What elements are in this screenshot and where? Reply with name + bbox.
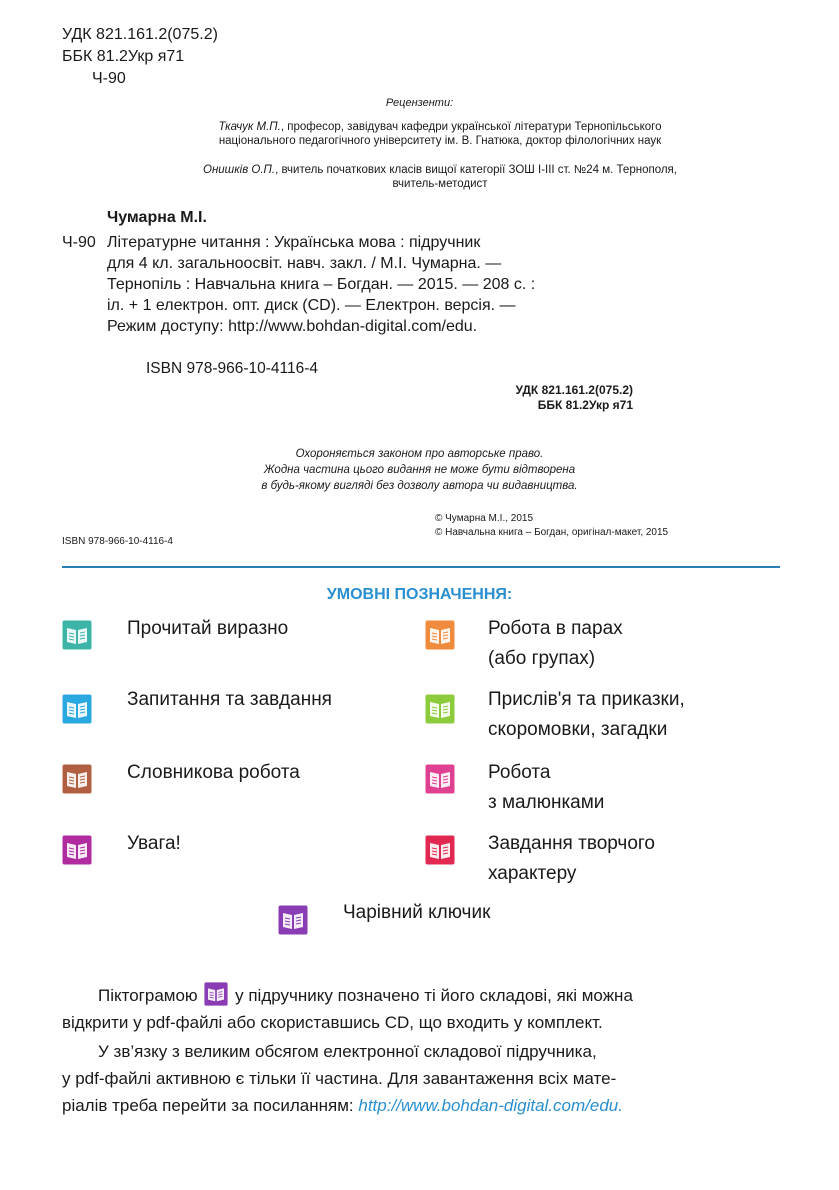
magic-key-icon xyxy=(278,905,308,935)
legend-label-line: Увага! xyxy=(127,833,181,854)
legend-label-line: з малюнками xyxy=(488,792,605,813)
bbk-right: ББК 81.2Укр я71 xyxy=(537,398,633,412)
legend-label-line: Робота xyxy=(488,762,551,783)
copyright-note xyxy=(0,446,839,494)
legend-item-label xyxy=(488,685,685,745)
biblio-line: для 4 кл. загальноосвіт. навч. закл. / М.І. Чумарна. — xyxy=(107,255,502,272)
note-paragraph-2 xyxy=(62,1038,782,1119)
open-book-icon xyxy=(62,620,92,650)
footer-isbn: ISBN 978-966-10-4116-4 xyxy=(62,536,173,547)
reviewer-1-line1: , професор, завідувач кафедри української літератури Тернопільського xyxy=(280,121,662,133)
copyright-author: © Чумарна М.І., 2015 xyxy=(435,513,534,524)
legend-label-line: характеру xyxy=(488,863,577,884)
copyright-holders xyxy=(435,512,668,540)
magic-key-icon xyxy=(204,982,228,1006)
copyright-line: Охороняється законом про авторське право. xyxy=(295,448,544,460)
question-book-icon xyxy=(62,694,92,724)
note-text: ріалів треба перейти за посиланням: xyxy=(62,1096,359,1115)
biblio-line: Режим доступу: http://www.bohdan-digital.com/edu. xyxy=(107,318,478,335)
reviewer-2-name: Онишків О.П. xyxy=(203,164,276,176)
note-line xyxy=(62,1092,782,1119)
copyright-line: в будь-якому вигляді без дозволу автора чи видавництва. xyxy=(261,480,578,492)
note-text: у підручнику позначено ті його складові, які можна xyxy=(230,986,633,1005)
reviewer-2-line2: вчитель-методист xyxy=(392,178,488,190)
copyright-publisher: © Навчальна книга – Богдан, оригінал-макет, 2015 xyxy=(435,527,669,538)
udk-right-block xyxy=(516,383,633,413)
legend-label-line: Словникова робота xyxy=(127,762,300,783)
biblio-line: іл. + 1 електрон. опт. диск (CD). — Електрон. версія. — xyxy=(107,297,516,314)
reviewer-1-line2: національного педагогічного університету ім. В. Гнатюка, доктор філологічних наук xyxy=(218,135,662,147)
creative-task-icon xyxy=(425,835,455,865)
legend-item-label xyxy=(127,829,181,859)
reviewer-1 xyxy=(100,120,780,148)
divider xyxy=(62,566,780,568)
author-code: Ч-90 xyxy=(92,70,126,87)
legend-title: УМОВНІ ПОЗНАЧЕННЯ: xyxy=(326,586,513,603)
biblio-description xyxy=(107,232,637,337)
legend-item-label xyxy=(127,614,288,644)
legend-item-label xyxy=(488,829,655,889)
biblio-line: Тернопіль : Навчальна книга – Богдан. — 2015. — 208 с. : xyxy=(107,276,536,293)
legend-item-label xyxy=(488,758,604,818)
note-paragraph-1 xyxy=(62,982,782,1036)
legend-item-label xyxy=(127,758,300,788)
reviewer-1-name: Ткачук М.П. xyxy=(218,121,281,133)
legend-item-label xyxy=(488,614,623,674)
note-line: У зв’язку з великим обсягом електронної складової підручника, xyxy=(98,1042,597,1061)
pictures-icon xyxy=(425,764,455,794)
attention-icon xyxy=(62,835,92,865)
biblio-code: Ч-90 xyxy=(62,234,96,251)
proverbs-icon xyxy=(425,694,455,724)
legend-item-label xyxy=(343,898,490,928)
legend-label-line: Чарівний ключик xyxy=(343,902,491,923)
copyright-line: Жодна частина цього видання не може бути відтворена xyxy=(263,464,576,476)
reviewers-title: Рецензенти: xyxy=(385,97,454,109)
note-line: у pdf-файлі активною є тільки її частина. Для завантаження всіх мате- xyxy=(62,1069,617,1088)
note-line: відкрити у pdf-файлі або скориставшись CD, що входить у комплект. xyxy=(62,1013,603,1032)
biblio-line: Літературне читання : Українська мова : підручник xyxy=(107,234,481,251)
legend-label-line: Прочитай виразно xyxy=(127,618,289,639)
udk-right: УДК 821.161.2(075.2) xyxy=(515,383,633,397)
dictionary-icon xyxy=(62,764,92,794)
legend-label-line: Прислів'я та приказки, xyxy=(488,689,685,710)
isbn: ISBN 978-966-10-4116-4 xyxy=(146,360,319,377)
legend-label-line: Робота в парах xyxy=(488,618,623,639)
note-line xyxy=(62,982,782,1009)
legend-label-line: (або групах) xyxy=(488,648,596,669)
reviewer-2 xyxy=(100,163,780,191)
legend-label-line: скоромовки, загадки xyxy=(488,719,668,740)
author-name: Чумарна М.І. xyxy=(107,209,207,226)
udk-block xyxy=(62,24,218,90)
reviewer-2-line1: , вчитель початкових класів вищої категорії ЗОШ І-ІІІ ст. №24 м. Тернополя, xyxy=(275,164,677,176)
note-text: Піктограмою xyxy=(98,986,203,1005)
download-link[interactable]: http://www.bohdan-digital.com/edu. xyxy=(358,1096,623,1115)
legend-item-label xyxy=(127,685,332,715)
legend-label-line: Завдання творчого xyxy=(488,833,655,854)
udk-code: УДК 821.161.2(075.2) xyxy=(62,26,218,43)
pair-work-icon xyxy=(425,620,455,650)
bbk-code: ББК 81.2Укр я71 xyxy=(62,48,185,65)
legend-label-line: Запитання та завдання xyxy=(127,689,332,710)
